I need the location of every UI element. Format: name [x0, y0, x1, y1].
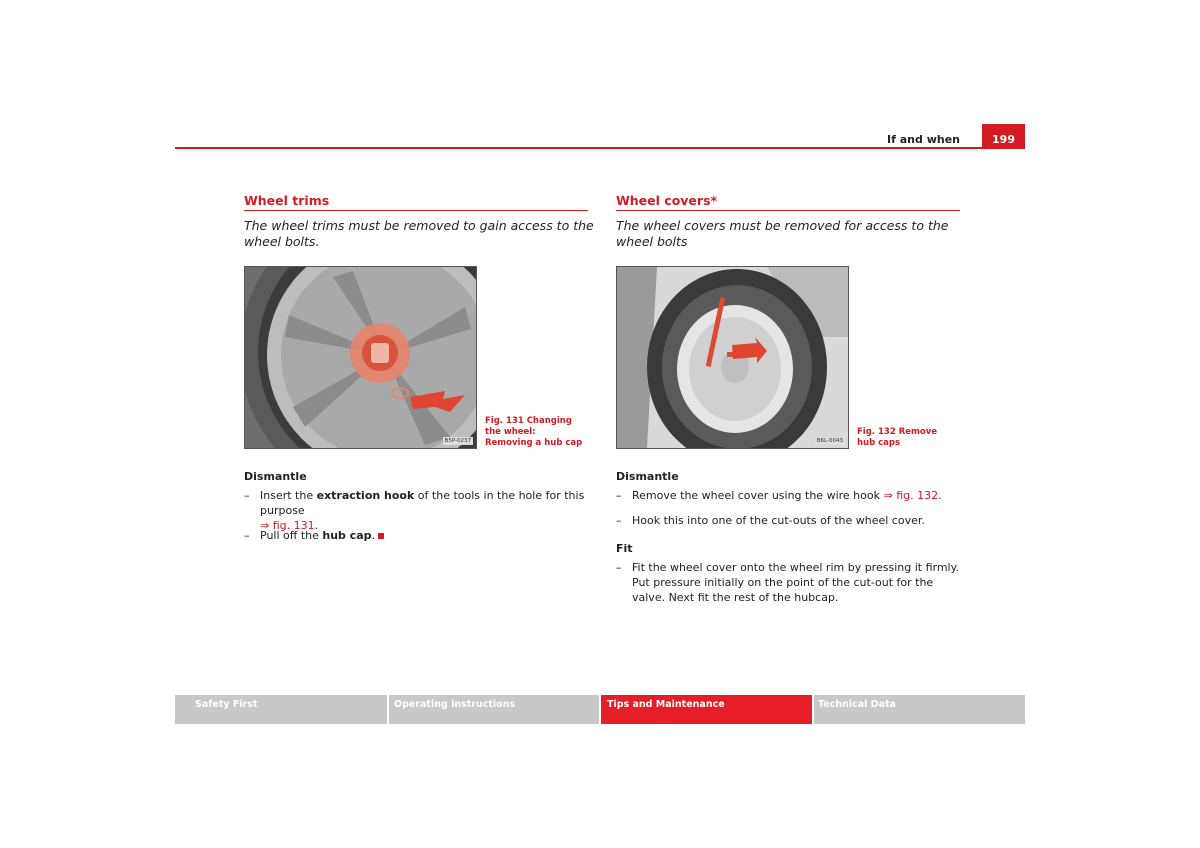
list-item — [616, 513, 966, 529]
figure-caption: Fig. 131 Changing the wheel: Removing a hub cap — [485, 416, 583, 448]
footer-tab-tips-and-maintenance[interactable]: Tips and Maintenance — [601, 695, 812, 724]
item-bold-term: extraction hook — [316, 489, 415, 502]
running-header-title: If and when — [887, 133, 960, 146]
figure-code: B5P-0237 — [444, 438, 471, 444]
list-item — [616, 560, 966, 608]
end-of-section-icon — [378, 533, 384, 539]
subheading-dismantle: Dismantle — [244, 470, 307, 483]
section-intro: The wheel covers must be removed for access to the wheel bolts — [616, 218, 949, 249]
item-text: . — [371, 529, 376, 542]
page-number: 199 — [982, 124, 1025, 147]
footer-tab-technical-data[interactable]: Technical Data — [814, 695, 1025, 724]
bullet-dash: – — [616, 489, 622, 502]
bullet-dash: – — [244, 489, 250, 502]
item-text: . — [938, 489, 942, 502]
figure-code: B6L-0043 — [816, 438, 843, 444]
subheading-fit: Fit — [616, 542, 633, 555]
item-text: Remove the wheel cover using the wire hook — [632, 489, 884, 502]
figure-caption: Fig. 132 Remove hub caps — [857, 427, 938, 448]
item-text: . — [314, 519, 319, 532]
figure-reference-link[interactable]: ⇒ fig. 131 — [260, 519, 315, 532]
item-text: Hook this into one of the cut-outs of the wheel cover. — [632, 514, 925, 527]
item-text: Fit the wheel cover onto the wheel rim by pressing it firmly. Put pressure initially on the point of the cut-out for the valve. Next fit the rest of the hubcap. — [632, 561, 960, 604]
item-bold-term: hub cap — [322, 529, 372, 542]
bullet-dash: – — [244, 529, 250, 542]
item-text: Insert the — [260, 489, 317, 502]
section-title-wheel-trims: Wheel trims — [244, 193, 330, 208]
figure-131-hub-cap — [244, 266, 477, 449]
list-item — [616, 488, 966, 504]
figure-132-remove-hub-caps — [616, 266, 849, 449]
list-item — [244, 528, 594, 544]
footer-tab-operating-instructions[interactable]: Operating instructions — [389, 695, 599, 724]
list-item — [244, 488, 594, 532]
item-text: Pull off the — [260, 529, 323, 542]
wheel-hub-cap-illustration — [245, 267, 476, 448]
subheading-dismantle: Dismantle — [616, 470, 679, 483]
bullet-dash: – — [616, 561, 622, 574]
section-rule — [616, 210, 960, 211]
figure-reference-link[interactable]: ⇒ fig. 132 — [883, 489, 939, 502]
header-rule — [175, 147, 1025, 149]
wheel-cover-illustration — [617, 267, 848, 448]
section-title-wheel-covers: Wheel covers* — [616, 193, 718, 208]
section-intro: The wheel trims must be removed to gain access to the wheel bolts. — [244, 218, 594, 249]
item-text: of the tools in the hole for this purpose — [260, 489, 585, 517]
footer-tab-safety-first[interactable]: Safety First — [175, 695, 387, 724]
section-rule — [244, 210, 588, 211]
bullet-dash: – — [616, 514, 622, 527]
